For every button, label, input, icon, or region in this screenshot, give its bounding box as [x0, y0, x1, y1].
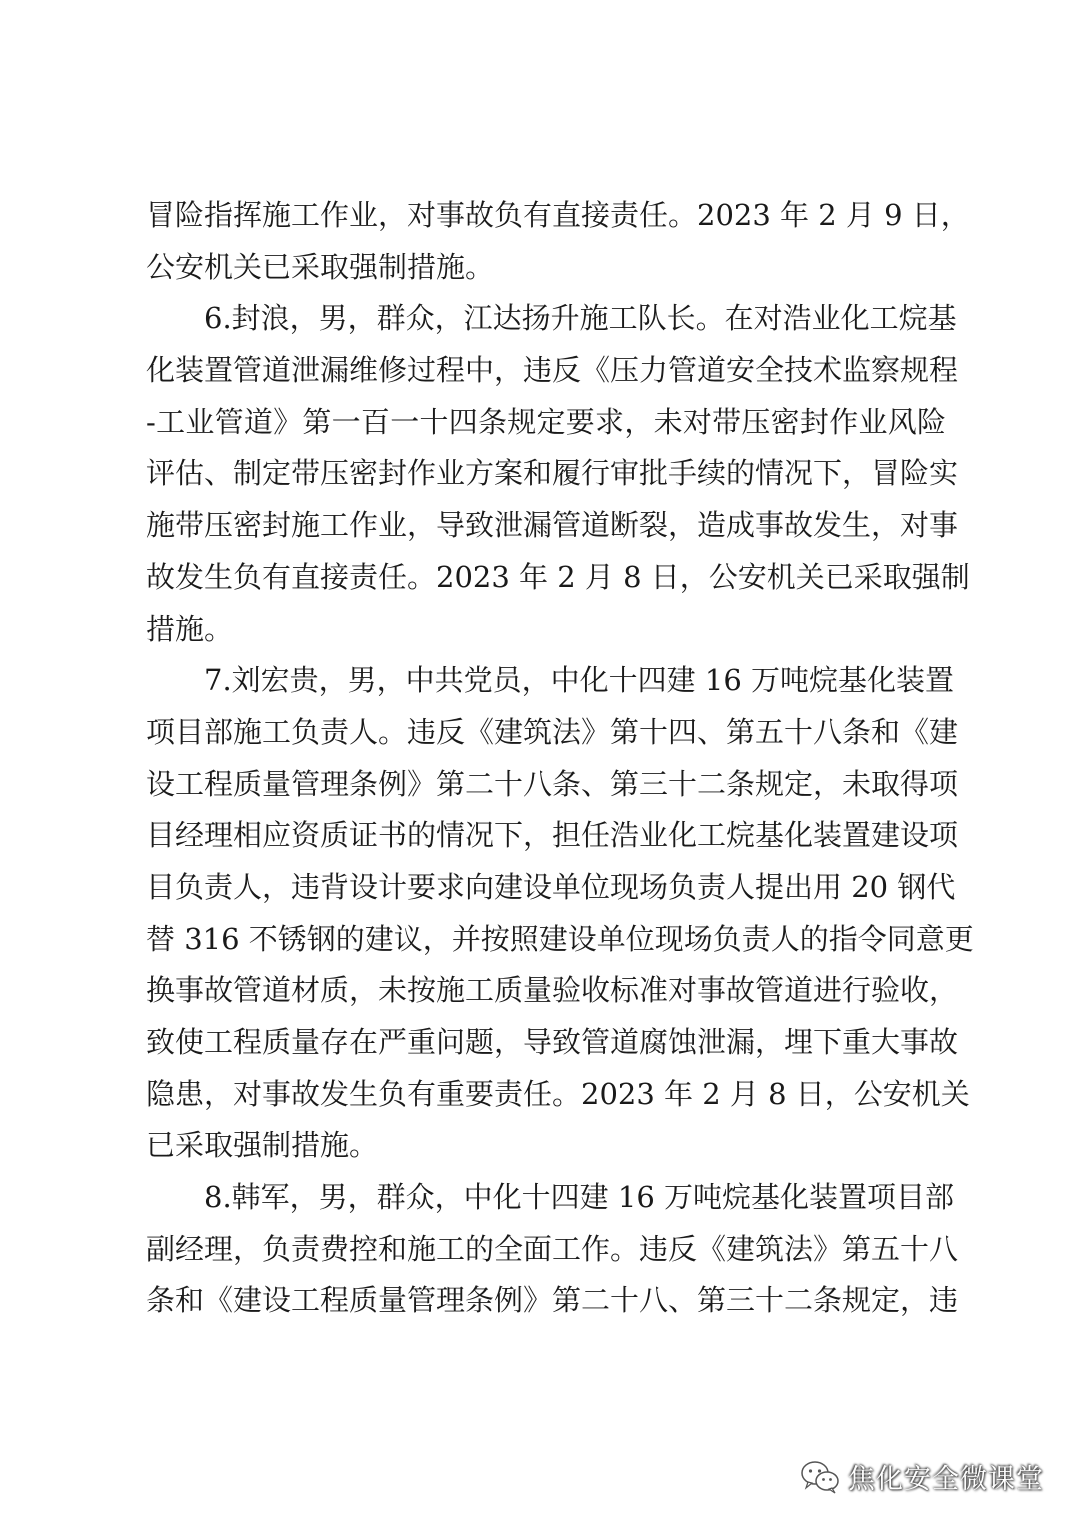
text-line: 隐患，对事故发生负有重要责任。2023 年 2 月 8 日，公安机关 — [146, 1076, 970, 1111]
text-line: 目负责人，违背设计要求向建设单位现场负责人提出用 20 钢代 — [146, 869, 956, 904]
text-line: 措施。 — [146, 611, 234, 646]
wechat-icon — [800, 1460, 840, 1494]
text-line: 冒险指挥施工作业，对事故负有直接责任。2023 年 2 月 9 日， — [146, 198, 970, 232]
text-line: 目经理相应资质证书的情况下，担任浩业化工烷基化装置建设项 — [146, 818, 959, 853]
text-line: 条和《建设工程质量管理条例》第二十八、第三十二条规定，违 — [146, 1283, 959, 1318]
text-line: -工业管道》第一百一十四条规定要求，未对带压密封作业风险 — [146, 404, 946, 439]
text-line: 副经理，负责费控和施工的全面工作。违反《建筑法》第五十八 — [146, 1231, 959, 1266]
paragraph-8-line: 8.韩军，男，群众，中化十四建 16 万吨烷基化装置项目部 — [146, 1180, 955, 1215]
watermark-text: 焦化安全微课堂 — [848, 1464, 1044, 1495]
text-line: 评估、制定带压密封作业方案和履行审批手续的情况下，冒险实 — [146, 456, 959, 491]
text-line: 设工程质量管理条例》第二十八条、第三十二条规定，未取得项 — [146, 766, 959, 801]
text-line: 换事故管道材质，未按施工质量验收标准对事故管道进行验收， — [146, 973, 959, 1008]
paragraph-6-line: 6.封浪，男，群众，江达扬升施工队长。在对浩业化工烷基 — [146, 301, 957, 336]
text-line: 故发生负有直接责任。2023 年 2 月 8 日，公安机关已采取强制 — [146, 559, 970, 594]
text-line: 施带压密封施工作业，导致泄漏管道断裂，造成事故发生，对事 — [146, 508, 959, 543]
document-body — [146, 190, 974, 1327]
text-line: 化装置管道泄漏维修过程中，违反《压力管道安全技术监察规程 — [146, 353, 959, 388]
text-line: 已采取强制措施。 — [146, 1128, 379, 1163]
watermark — [800, 1457, 1044, 1496]
text-line: 项目部施工负责人。违反《建筑法》第十四、第五十八条和《建 — [146, 714, 959, 749]
paragraph-7-line: 7.刘宏贵，男，中共党员，中化十四建 16 万吨烷基化装置 — [146, 663, 955, 698]
text-line: 致使工程质量存在严重问题，导致管道腐蚀泄漏，埋下重大事故 — [146, 1025, 959, 1059]
text-line: 公安机关已采取强制措施。 — [146, 249, 495, 284]
text-line: 替 316 不锈钢的建议，并按照建设单位现场负责人的指令同意更 — [146, 921, 974, 956]
